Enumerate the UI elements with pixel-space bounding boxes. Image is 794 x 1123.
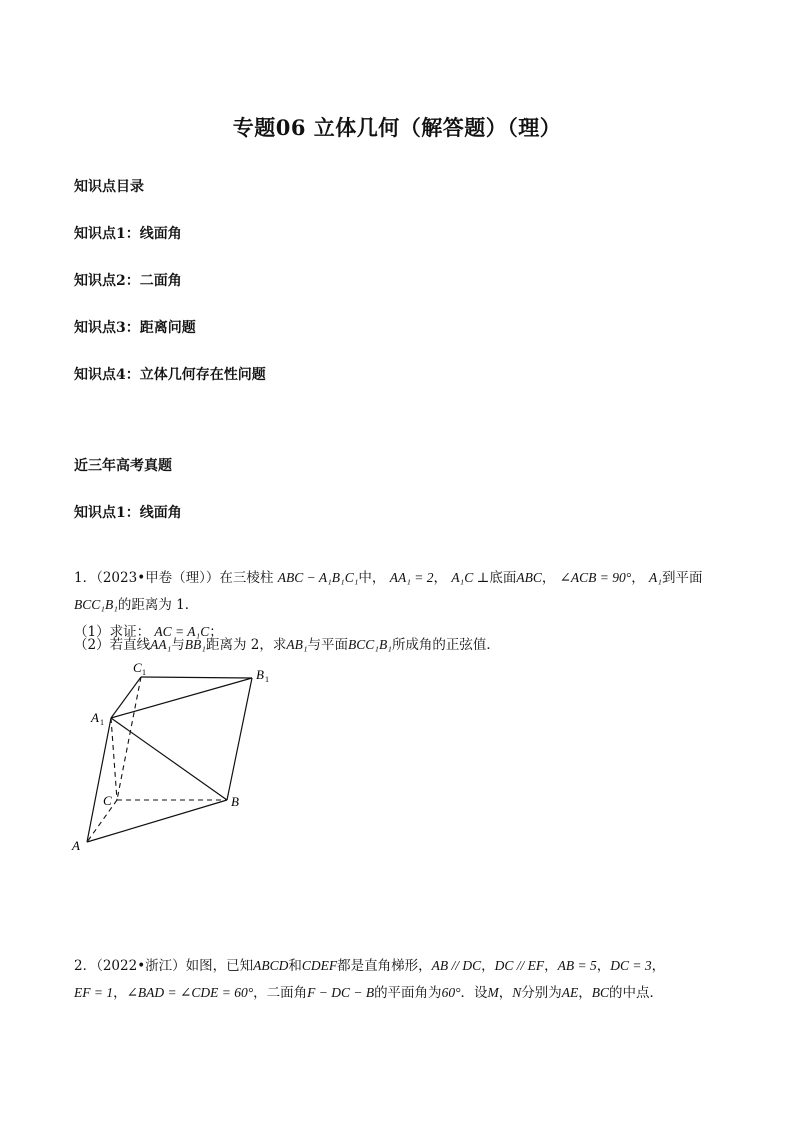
problem1-line2: [74, 595, 198, 615]
text: ，二面角: [253, 985, 308, 1001]
text: 都是直角梯形，: [337, 958, 432, 974]
text: 的中点．: [609, 985, 663, 1001]
label-c1: C: [133, 660, 142, 675]
math-a1: A₁: [649, 570, 662, 585]
text: ，: [541, 570, 556, 586]
problem-number: 1．: [74, 570, 97, 586]
label-c1-sub: 1: [142, 668, 146, 677]
toc-item-3: 知识点3：距离问题: [74, 320, 196, 336]
label-c: C: [103, 793, 112, 808]
math-plane: BCC₁B₁: [74, 597, 118, 612]
text: ，: [481, 958, 495, 974]
text: 距离为 2，求: [205, 637, 287, 653]
text: ，: [498, 985, 513, 1001]
edge-a1-a: [87, 718, 111, 842]
text: 如图，已知: [185, 958, 254, 974]
text: 与: [171, 637, 185, 653]
page-title: 专题06 立体几何（解答题）（理）: [232, 115, 562, 140]
label-b1-sub: 1: [265, 675, 269, 684]
math-abcd: ABCD: [253, 958, 289, 973]
text: 的距离为 1．: [117, 597, 199, 613]
text: 底面: [489, 570, 517, 586]
math-dc: DC = 3: [610, 958, 652, 973]
text: ；: [209, 624, 223, 640]
prism-diagram: [60, 650, 300, 870]
text: 与平面: [307, 637, 349, 653]
subsection-heading: 知识点1：线面角: [74, 505, 182, 521]
math-perp: A₁C ⊥: [451, 570, 490, 585]
label-a1: A: [91, 710, 99, 725]
problem-source: （2022•浙江）: [96, 958, 186, 974]
edge-c1-b1: [141, 677, 252, 678]
text: ，: [631, 570, 645, 586]
label-b1: B: [256, 667, 264, 682]
text: 分别为: [521, 985, 562, 1001]
text: 的平面角为: [374, 985, 442, 1001]
math-angles: ∠BAD = ∠CDE = 60°: [126, 985, 254, 1000]
text: 在三棱柱: [219, 570, 274, 586]
edge-a1-c-hidden: [111, 718, 117, 800]
problem1-line1: [74, 568, 702, 588]
math-ab1: AB₁: [286, 637, 308, 652]
problem2-line2: [74, 983, 663, 1003]
math-par1: AB // DC: [431, 958, 482, 973]
math-aa1: AA₁ = 2: [389, 570, 434, 585]
text: ，: [578, 985, 592, 1001]
label-b: B: [231, 794, 239, 809]
math-ae: AE: [561, 985, 579, 1000]
problem-number: 2．: [74, 958, 97, 974]
edge-c1-c-hidden: [117, 677, 141, 800]
math-aa1-line: AA₁: [150, 637, 172, 652]
math-prism: ABC − A₁B₁C₁: [277, 570, 359, 585]
math-bb1: BB₁: [184, 637, 206, 652]
text: ，: [596, 958, 611, 974]
edge-a1-b: [111, 718, 227, 800]
math-angle: ∠ACB = 90°: [559, 570, 632, 585]
edge-a1-b1: [111, 678, 252, 718]
problem-source: （2023•甲卷（理））: [96, 570, 220, 586]
toc-item-2: 知识点2：二面角: [74, 273, 182, 289]
math-par2: DC // EF: [494, 958, 545, 973]
text: ，: [651, 958, 666, 974]
math-deg: 60°: [441, 985, 461, 1000]
toc-item-4: 知识点4：立体几何存在性问题: [74, 367, 266, 383]
toc-heading: 知识点目录: [74, 179, 144, 195]
math-bc: BC: [591, 985, 609, 1000]
problem2-line1: [74, 956, 665, 976]
label-a: A: [72, 838, 80, 853]
math-ab: AB = 5: [557, 958, 597, 973]
math-n: N: [512, 985, 522, 1000]
text: 和: [288, 958, 302, 974]
toc-item-1: 知识点1：线面角: [74, 226, 182, 242]
math-ef: EF = 1: [74, 985, 114, 1000]
text: 中，: [358, 570, 386, 586]
math-plane2: BCC₁B₁: [348, 637, 392, 652]
text: （2）若直线: [74, 637, 151, 653]
section-heading: 近三年高考真题: [74, 458, 172, 474]
math-part1-eq: AC = A₁C: [154, 624, 210, 639]
math-m: M: [487, 985, 499, 1000]
text: ．设: [460, 985, 488, 1001]
text: 到平面: [661, 570, 703, 586]
text: ，: [433, 570, 448, 586]
text: 所成角的正弦值．: [391, 637, 500, 653]
prism-figure: [60, 650, 300, 870]
math-base: ABC: [516, 570, 542, 585]
text: （1）求证：: [74, 624, 151, 640]
text: ，: [113, 985, 127, 1001]
edge-b1-b: [227, 678, 252, 800]
label-a1-sub: 1: [100, 718, 104, 727]
math-cdef: CDEF: [301, 958, 338, 973]
math-dihedral: F − DC − B: [307, 985, 375, 1000]
text: ，: [544, 958, 558, 974]
